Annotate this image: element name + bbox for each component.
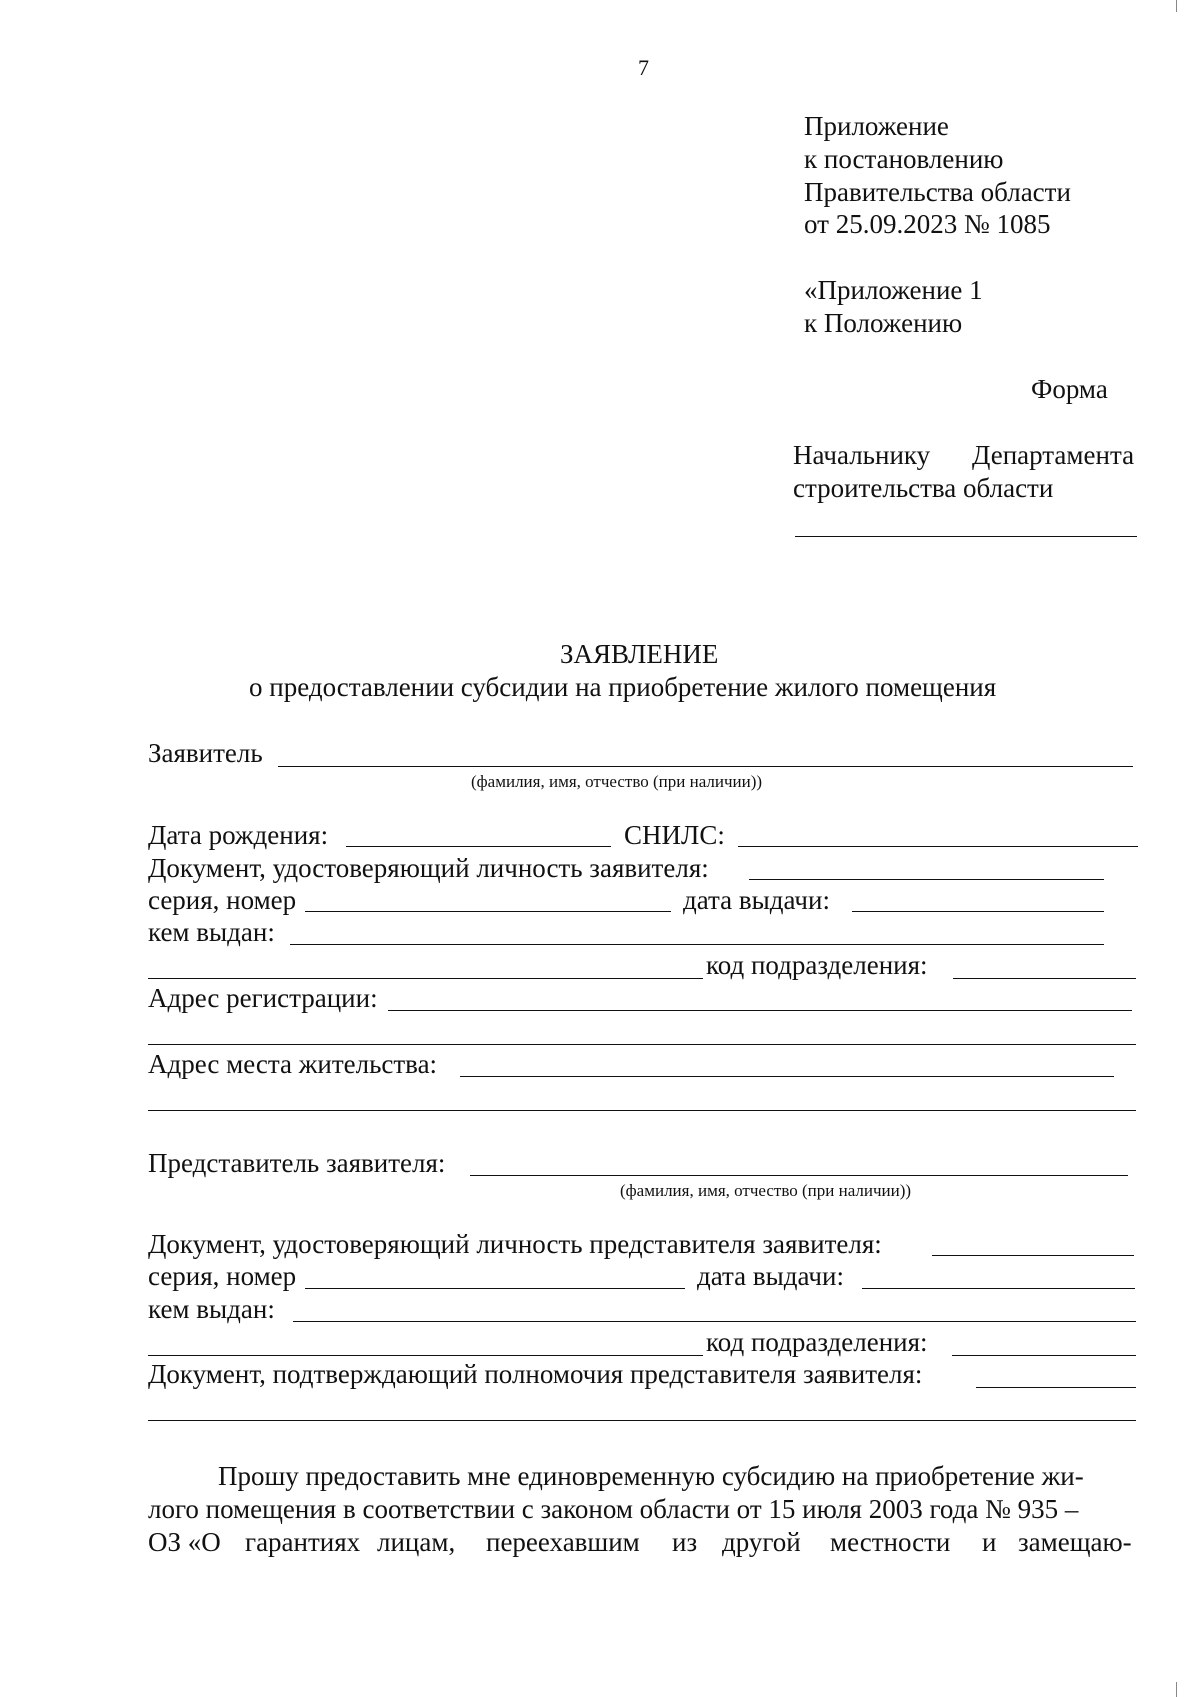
page-number: 7 bbox=[638, 55, 649, 80]
residence-address-line-2 bbox=[148, 1110, 1136, 1111]
document-title: ЗАЯВЛЕНИЕ bbox=[560, 639, 719, 669]
authority-doc-field-2[interactable] bbox=[148, 1396, 1136, 1420]
addressee-word-2: Департамента bbox=[972, 440, 1135, 470]
representative-name-line bbox=[470, 1175, 1128, 1176]
appendix-line-4: от 25.09.2023 № 1085 bbox=[804, 209, 1051, 239]
residence-address-label: Адрес места жительства: bbox=[148, 1049, 438, 1079]
appendix-line-5: «Приложение 1 bbox=[804, 275, 983, 305]
residence-address-field[interactable] bbox=[460, 1052, 1114, 1076]
reg-address-field[interactable] bbox=[388, 986, 1132, 1010]
paragraph-line-3-word: замещаю- bbox=[1018, 1527, 1132, 1557]
addressee-word-1: Начальнику bbox=[793, 440, 931, 470]
representative-series-label: серия, номер bbox=[148, 1261, 297, 1291]
authority-doc-line-2 bbox=[148, 1420, 1136, 1421]
scan-artifact bbox=[1176, 0, 1177, 12]
representative-issued-by-line bbox=[293, 1321, 1136, 1322]
representative-dept-code-label: код подразделения: bbox=[706, 1327, 928, 1357]
representative-issued-by-label: кем выдан: bbox=[148, 1294, 275, 1324]
applicant-issue-date-field[interactable] bbox=[852, 887, 1104, 911]
paragraph-line-2: лого помещения в соответствии с законом области от 15 июля 2003 года № 935 – bbox=[148, 1494, 1079, 1524]
applicant-series-label: серия, номер bbox=[148, 885, 297, 915]
representative-id-doc-line bbox=[932, 1255, 1134, 1256]
applicant-issue-date-line bbox=[852, 911, 1104, 912]
applicant-issued-by-label: кем выдан: bbox=[148, 917, 275, 947]
scan-artifact bbox=[1176, 1682, 1177, 1697]
applicant-id-doc-label: Документ, удостоверяющий личность заявителя: bbox=[148, 853, 709, 883]
birth-date-field[interactable] bbox=[346, 822, 611, 846]
representative-id-doc-label: Документ, удостоверяющий личность представителя заявителя: bbox=[148, 1229, 882, 1259]
applicant-name-hint: (фамилия, имя, отчество (при наличии)) bbox=[471, 772, 763, 791]
applicant-issued-by-line bbox=[290, 944, 1104, 945]
applicant-id-doc-line bbox=[749, 879, 1104, 880]
paragraph-line-3-word: из bbox=[672, 1527, 698, 1557]
applicant-issued-by-field-2[interactable] bbox=[148, 954, 703, 978]
paragraph-line-3-word: переехавшим bbox=[486, 1527, 640, 1557]
appendix-line-1: Приложение bbox=[804, 111, 949, 141]
paragraph-line-3-word: местности bbox=[830, 1527, 951, 1557]
representative-dept-code-field[interactable] bbox=[952, 1331, 1136, 1355]
residence-address-field-2[interactable] bbox=[148, 1086, 1136, 1110]
birth-date-label: Дата рождения: bbox=[148, 820, 329, 850]
applicant-dept-code-field[interactable] bbox=[953, 954, 1136, 978]
representative-issued-by-field[interactable] bbox=[293, 1297, 1136, 1321]
form-label: Форма bbox=[1031, 374, 1108, 404]
applicant-name-field[interactable] bbox=[278, 742, 1133, 766]
applicant-issue-date-label: дата выдачи: bbox=[683, 885, 830, 915]
representative-label: Представитель заявителя: bbox=[148, 1148, 446, 1178]
addressee-name-line bbox=[795, 536, 1137, 537]
reg-address-field-2[interactable] bbox=[148, 1020, 1136, 1044]
applicant-label: Заявитель bbox=[148, 738, 263, 768]
reg-address-label: Адрес регистрации: bbox=[148, 983, 378, 1013]
authority-doc-line bbox=[976, 1387, 1136, 1388]
representative-issued-by-line-2 bbox=[148, 1355, 703, 1356]
applicant-dept-code-line bbox=[953, 978, 1136, 979]
applicant-issued-by-field[interactable] bbox=[290, 920, 1104, 944]
reg-address-line-2 bbox=[148, 1044, 1136, 1045]
appendix-line-6: к Положению bbox=[804, 308, 963, 338]
snils-label: СНИЛС: bbox=[624, 820, 725, 850]
snils-field[interactable] bbox=[738, 822, 1138, 846]
representative-dept-code-line bbox=[952, 1355, 1136, 1356]
representative-series-field[interactable] bbox=[305, 1264, 685, 1288]
paragraph-line-3-word: гарантиях bbox=[245, 1527, 361, 1557]
paragraph-line-1: Прошу предоставить мне единовременную субсидию на приобретение жи- bbox=[218, 1461, 1084, 1491]
residence-address-line bbox=[460, 1076, 1114, 1077]
document-subtitle: о предоставлении субсидии на приобретение жилого помещения bbox=[249, 672, 997, 702]
representative-name-field[interactable] bbox=[470, 1151, 1128, 1175]
representative-issue-date-label: дата выдачи: bbox=[697, 1261, 844, 1291]
authority-doc-label: Документ, подтверждающий полномочия представителя заявителя: bbox=[148, 1359, 923, 1389]
representative-series-line bbox=[305, 1288, 685, 1289]
representative-issue-date-field[interactable] bbox=[862, 1264, 1135, 1288]
representative-id-doc-field[interactable] bbox=[932, 1231, 1134, 1255]
reg-address-line bbox=[388, 1010, 1132, 1011]
paragraph-line-3-word: и bbox=[982, 1527, 997, 1557]
applicant-series-field[interactable] bbox=[305, 887, 671, 911]
paragraph-line-3-word: другой bbox=[722, 1527, 801, 1557]
birth-date-line bbox=[346, 846, 611, 847]
representative-issue-date-line bbox=[862, 1288, 1135, 1289]
snils-line bbox=[738, 846, 1138, 847]
representative-issued-by-field-2[interactable] bbox=[148, 1331, 703, 1355]
authority-doc-field[interactable] bbox=[976, 1363, 1136, 1387]
applicant-series-line bbox=[305, 911, 671, 912]
paragraph-line-3-word: ОЗ «О bbox=[148, 1527, 221, 1557]
appendix-line-2: к постановлению bbox=[804, 144, 1004, 174]
paragraph-line-3-word: лицам, bbox=[377, 1527, 456, 1557]
applicant-dept-code-label: код подразделения: bbox=[706, 950, 928, 980]
applicant-name-line bbox=[278, 766, 1133, 767]
applicant-issued-by-line-2 bbox=[148, 978, 703, 979]
appendix-line-3: Правительства области bbox=[804, 177, 1071, 207]
representative-name-hint: (фамилия, имя, отчество (при наличии)) bbox=[620, 1181, 912, 1200]
addressee-line-2: строительства области bbox=[793, 473, 1054, 503]
applicant-id-doc-field[interactable] bbox=[749, 855, 1104, 879]
addressee-name-field[interactable] bbox=[795, 512, 1137, 536]
